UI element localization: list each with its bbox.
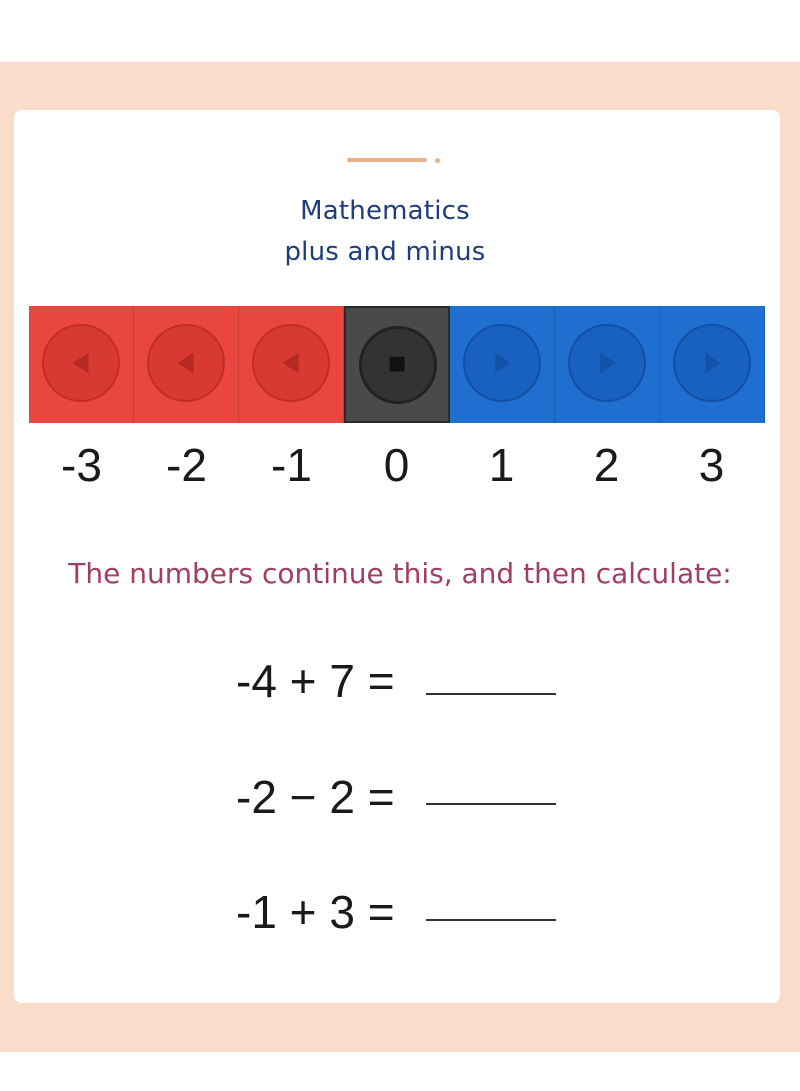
right-arrow-icon xyxy=(675,326,749,400)
cube-negative-3 xyxy=(29,306,134,423)
left-arrow-icon xyxy=(254,326,328,400)
number-line-labels xyxy=(29,438,765,498)
worksheet-subtitle: plus and minus xyxy=(284,237,486,267)
number-cube-strip xyxy=(29,306,765,423)
equation-expression: -2 − 2 = xyxy=(236,771,395,823)
equation-expression: -4 + 7 = xyxy=(236,655,395,707)
worksheet-title: Mathematics xyxy=(300,196,470,226)
cube-zero xyxy=(344,306,450,423)
decorative-line xyxy=(347,158,427,162)
instruction-text: The numbers continue this, and then calculate: xyxy=(68,557,732,590)
answer-blank[interactable] xyxy=(426,693,556,695)
number-label: -3 xyxy=(61,439,102,491)
equation-row xyxy=(236,770,395,830)
equation-row xyxy=(236,885,395,945)
right-arrow-icon xyxy=(465,326,539,400)
equation-expression: -1 + 3 = xyxy=(236,886,395,938)
cube-positive-3 xyxy=(660,306,765,423)
decorative-dot xyxy=(435,158,440,163)
right-arrow-icon xyxy=(570,326,644,400)
left-arrow-icon xyxy=(44,326,118,400)
number-label: 3 xyxy=(698,439,725,491)
equation-row xyxy=(236,654,395,714)
answer-blank[interactable] xyxy=(426,919,556,921)
number-label: -2 xyxy=(166,439,207,491)
answer-blank[interactable] xyxy=(426,803,556,805)
number-label: 2 xyxy=(593,439,620,491)
number-label: 0 xyxy=(383,439,410,491)
left-arrow-icon xyxy=(149,326,223,400)
stop-square-icon xyxy=(362,329,434,401)
cube-positive-1 xyxy=(450,306,555,423)
number-label: 1 xyxy=(488,439,515,491)
cube-negative-2 xyxy=(134,306,239,423)
cube-negative-1 xyxy=(239,306,344,423)
cube-positive-2 xyxy=(555,306,660,423)
number-label: -1 xyxy=(271,439,312,491)
